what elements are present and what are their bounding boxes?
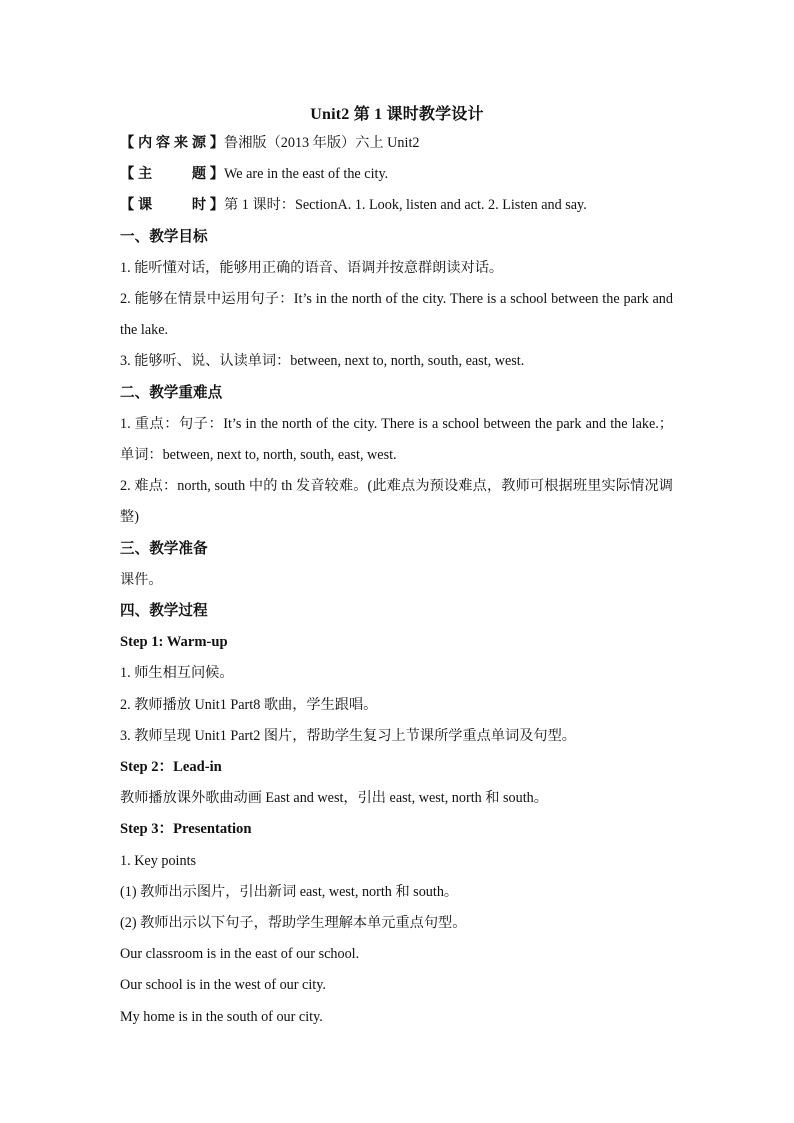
objective-item-2: 2. 能够在情景中运用句子：It’s in the north of the city. There is a school between the park and the lake. — [120, 291, 673, 339]
meta-topic-value: We are in the east of the city. — [224, 166, 389, 183]
meta-period — [120, 190, 673, 221]
step-3-item-3: (2) 教师出示以下句子，帮助学生理解本单元重点句型。 — [120, 915, 467, 932]
step-2-heading: Step 2：Lead-in — [120, 759, 222, 776]
step-2-text: 教师播放课外歌曲动画 East and west，引出 east, west, north 和 south。 — [120, 790, 548, 807]
section-heading-preparation: 三、教学准备 — [120, 540, 208, 557]
step-1-item-2: 2. 教师播放 Unit1 Part8 歌曲，学生跟唱。 — [120, 696, 378, 713]
step-3-item-2: (1) 教师出示图片，引出新词 east, west, north 和 south。 — [120, 883, 459, 900]
step-1-item-3: 3. 教师呈现 Unit1 Part2 图片，帮助学生复习上节课所学重点单词及句型。 — [120, 727, 576, 744]
objective-item-1: 1. 能听懂对话，能够用正确的语音、语调并按意群朗读对话。 — [120, 259, 504, 276]
document-title: Unit2 第 1 课时教学设计 — [310, 106, 484, 123]
step-3-item-4: Our classroom is in the east of our school. — [120, 946, 360, 963]
document-body — [120, 128, 673, 1033]
step-1-heading: Step 1: Warm-up — [120, 634, 228, 651]
step-3-item-1: 1. Key points — [120, 852, 197, 869]
step-3-item-5: Our school is in the west of our city. — [120, 977, 326, 994]
step-3-heading: Step 3：Presentation — [120, 821, 252, 838]
meta-period-label: 【课 时】 — [120, 197, 224, 214]
meta-period-value: 第 1 课时：SectionA. 1. Look, listen and act. 2. Listen and say. — [224, 197, 587, 214]
step-1-item-1: 1. 师生相互问候。 — [120, 665, 234, 682]
meta-source — [120, 128, 673, 159]
key-point-item-1: 1. 重点：句子：It’s in the north of the city. There is a school between the park and the lake.；单词：between, next to, north, south, east, west. — [120, 415, 673, 464]
section-heading-objectives: 一、教学目标 — [120, 228, 208, 245]
objective-item-3: 3. 能够听、说、认读单词：between, next to, north, south, east, west. — [120, 353, 525, 370]
section-heading-process: 四、教学过程 — [120, 603, 208, 620]
meta-topic — [120, 159, 673, 190]
step-3-item-6: My home is in the south of our city. — [120, 1008, 323, 1025]
section-heading-key-points: 二、教学重难点 — [120, 384, 223, 401]
meta-source-value: 鲁湘版（2013 年版）六上 Unit2 — [224, 135, 420, 151]
meta-topic-label: 【主 题】 — [120, 166, 224, 183]
meta-source-label: 【内容来源】 — [120, 135, 224, 151]
preparation-text: 课件。 — [120, 571, 163, 588]
key-point-item-2: 2. 难点：north, south 中的 th 发音较难。(此难点为预设难点，教师可根据班里实际情况调整) — [120, 478, 673, 526]
